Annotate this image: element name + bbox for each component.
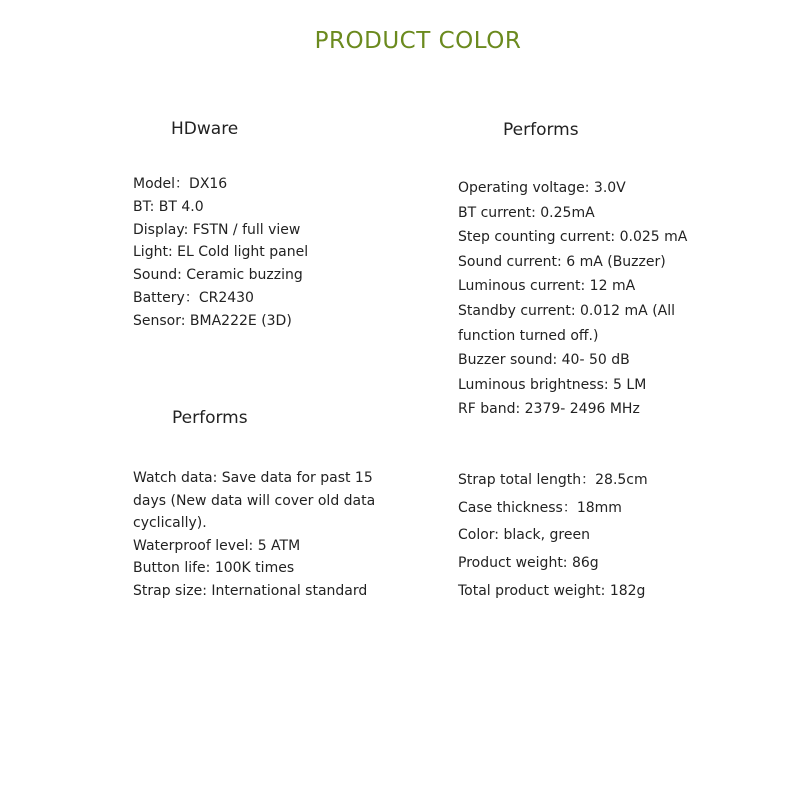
physical-spec-list [458,467,648,606]
hdware-spec-list [133,173,308,333]
performs-heading-left: Performs [172,408,248,428]
spec-display: Display: FSTN / full view [133,221,301,238]
spec-luminous-brightness: Luminous brightness: 5 LM [458,376,647,393]
performs-left-spec-list [133,467,403,603]
spec-step-counting-current: Step counting current: 0.025 mA [458,229,688,246]
spec-bt: BT: BT 4.0 [133,198,204,215]
spec-strap-total-length: Strap total length：28.5cm [458,472,648,488]
spec-battery: Battery：CR2430 [133,289,254,306]
performs-right-spec-list [458,176,718,422]
spec-light: Light: EL Cold light panel [133,244,309,261]
spec-case-thickness: Case thickness：18mm [458,499,622,516]
spec-sound: Sound: Ceramic buzzing [133,267,303,284]
spec-button-life: Button life: 100K times [133,560,295,577]
spec-buzzer-sound: Buzzer sound: 40- 50 dB [458,352,630,369]
spec-strap-size: Strap size: International standard [133,582,368,599]
spec-sensor: Sensor: BMA222E (3D) [133,312,292,329]
spec-luminous-current: Luminous current: 12 mA [458,278,636,295]
spec-total-product-weight: Total product weight: 182g [458,582,646,599]
spec-color: Color: black, green [458,527,590,544]
performs-heading-right: Performs [503,120,579,140]
spec-product-weight: Product weight: 86g [458,555,599,572]
spec-rf-band: RF band: 2379- 2496 MHz [458,401,640,418]
spec-model: Model：DX16 [133,176,228,192]
spec-watch-data-cont: days (New data will cover old data [133,492,376,509]
spec-standby-current-cont: function turned off.) [458,327,599,344]
page-title: PRODUCT COLOR [314,28,522,54]
spec-watch-data-cont-2: cyclically). [133,515,207,532]
spec-watch-data: Watch data: Save data for past 15 [133,470,373,486]
hdware-heading: HDware [171,119,239,139]
spec-standby-current: Standby current: 0.012 mA (All [458,302,676,319]
spec-waterproof-level: Waterproof level: 5 ATM [133,537,301,554]
spec-sound-current: Sound current: 6 mA (Buzzer) [458,253,666,270]
spec-bt-current: BT current: 0.25mA [458,204,595,221]
spec-operating-voltage: Operating voltage: 3.0V [458,180,626,196]
